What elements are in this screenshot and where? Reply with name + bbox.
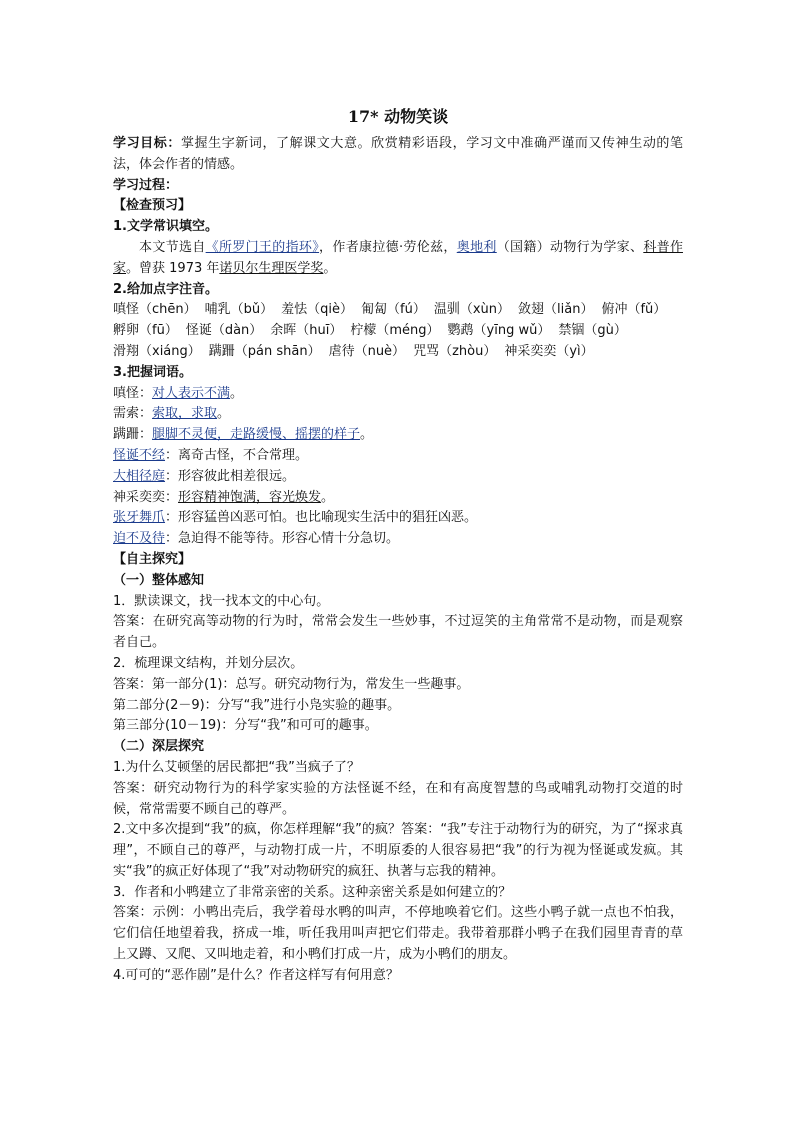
vocab-definition: 离奇古怪，不合常理 — [178, 447, 296, 463]
vocab-separator: ： — [165, 468, 179, 484]
vocab-term: 张牙舞爪 — [113, 510, 166, 526]
pinyin-item: 滑翔（xiáng） — [113, 343, 201, 359]
pinyin-row-2 — [113, 321, 683, 342]
pinyin-item: 敛翅（liǎn） — [518, 302, 594, 318]
pinyin-item: 咒骂（zhòu） — [413, 343, 497, 359]
vocab-end: 。 — [386, 531, 400, 547]
pinyin-item: 神采奕奕（yì） — [504, 343, 594, 359]
vocab-definition: 急迫得不能等待。形容心情十分急切 — [178, 531, 387, 547]
pinyin-item: 余晖（huī） — [270, 323, 343, 339]
pinyin-item: 柠檬（méng） — [350, 323, 440, 339]
pinyin-row-1 — [113, 300, 683, 321]
pinyin-item: 禁锢（gù） — [558, 323, 627, 339]
vocab-separator: ： — [165, 489, 179, 505]
explore-answer-2-part-1: 答案：第一部分(1)：总写。研究动物行为，常发生一些趣事。 — [113, 676, 470, 692]
vocab-item — [113, 404, 683, 425]
vocab-separator: ： — [139, 427, 153, 443]
learning-goal — [113, 134, 683, 176]
pinyin-item: 怪诞（dàn） — [185, 323, 263, 339]
pinyin-item: 嗔怪（chēn） — [113, 302, 197, 318]
answer-book-title: 《所罗门王的指环》 — [205, 239, 320, 255]
vocab-item — [113, 467, 683, 488]
pinyin-item: 羞怯（qiè） — [281, 302, 353, 318]
process-label: 学习过程： — [113, 177, 179, 193]
vocab-end: 。 — [282, 468, 296, 484]
document-page — [113, 104, 683, 987]
text-run: 。 — [323, 260, 337, 276]
vocab-separator: ： — [165, 531, 179, 547]
vocab-definition: 形容彼此相差很远 — [178, 468, 283, 484]
vocab-definition: 索取，求取 — [152, 406, 218, 422]
vocab-end: 。 — [230, 385, 244, 401]
vocab-term: 需索 — [113, 406, 140, 422]
vocab-term: 迫不及待 — [113, 531, 166, 547]
question-1-heading: 1.文学常识填空。 — [113, 219, 218, 235]
vocab-item — [113, 508, 683, 529]
vocab-definition: 腿脚不灵便，走路缓慢、摇摆的样子 — [152, 427, 361, 443]
vocab-item — [113, 384, 683, 405]
vocab-end: 。 — [295, 447, 309, 463]
pinyin-item: 蹒跚（pán shān） — [208, 343, 321, 359]
explore-answer-2-part-3: 第三部分(10－19)：分写“我”和可可的趣事。 — [113, 718, 378, 734]
question-3-heading: 3.把握词语。 — [113, 364, 192, 380]
explore-question-2: 2．梳理课文结构，并划分层次。 — [113, 655, 304, 671]
text-run: 。曾获 1973 年 — [126, 260, 220, 276]
deep-question-1: 1.为什么艾顿堡的居民都把“我”当疯子了？ — [113, 759, 360, 775]
deep-question-3: 3．作者和小鸭建立了非常亲密的关系。这种亲密关系是如何建立的？ — [113, 884, 512, 900]
vocab-item — [113, 529, 683, 550]
vocab-term: 大相径庭 — [113, 468, 166, 484]
explore-answer-2-part-2: 第二部分(2－9)：分写“我”进行小凫实验的趣事。 — [113, 697, 401, 713]
deep-question-2-with-answer: 2.文中多次提到“我”的疯，你怎样理解“我”的疯？答案：“我”专注于动物行为的研究，为了“探求真理”，不顾自己的尊严，与动物打成一片，不明原委的人很容易把“我”的行为视为怪诞或发疯。其实“我”的疯正好体现了“我”对动物研究的疯狂、执著与忘我的精神。 — [113, 822, 683, 879]
pinyin-item: 鹦鹉（yīng wǔ） — [447, 323, 551, 339]
pinyin-item: 温驯（xùn） — [433, 302, 511, 318]
vocab-end: 。 — [464, 510, 478, 526]
literary-knowledge-text — [113, 238, 683, 280]
deep-question-4: 4.可可的“恶作剧”是什么？作者这样写有何用意？ — [113, 967, 399, 983]
answer-nationality: 奥地利 — [456, 239, 497, 255]
deep-answer-1: 答案：研究动物行为的科学家实验的方法怪诞不经，在和有高度智慧的鸟或哺乳动物打交道的时候，常常需要不顾自己的尊严。 — [113, 780, 683, 817]
goal-text: 掌握生字新词，了解课文大意。欣赏精彩语段，学习文中准确严谨而又传神生动的笔法，体会作者的情感。 — [113, 136, 683, 172]
text-run: （国籍）动物行为学家、 — [496, 239, 644, 255]
goal-label: 学习目标： — [113, 136, 181, 151]
answer-profession: 科普作家 — [113, 239, 683, 276]
vocab-term: 神采奕奕 — [113, 489, 166, 505]
vocab-term: 蹒跚 — [113, 427, 140, 443]
section-preview-heading: 【检查预习】 — [113, 198, 192, 214]
pinyin-item: 孵卵（fū） — [113, 323, 178, 339]
question-2-heading: 2.给加点字注音。 — [113, 281, 218, 297]
pinyin-item: 哺乳（bǔ） — [204, 302, 274, 318]
text-run: ，作者康拉德·劳伦兹， — [319, 239, 457, 255]
vocab-end: 。 — [217, 406, 231, 422]
vocab-separator: ： — [165, 447, 179, 463]
vocab-term: 怪诞不经 — [113, 447, 166, 463]
vocab-separator: ： — [139, 406, 153, 422]
pinyin-item: 匍匐（fú） — [361, 302, 426, 318]
page-title: 17* 动物笑谈 — [347, 107, 449, 126]
vocab-definition: 形容猛兽凶恶可怕。也比喻现实生活中的猖狂凶恶 — [178, 510, 465, 526]
vocab-item — [113, 425, 683, 446]
pinyin-item: 俯冲（fǔ） — [601, 302, 667, 318]
vocab-item — [113, 488, 683, 509]
vocab-separator: ： — [139, 385, 153, 401]
subsection-deep-heading: （二）深层探究 — [113, 739, 205, 755]
text-run: 本文节选自 — [139, 239, 206, 255]
vocab-separator: ： — [165, 510, 179, 526]
vocab-definition: 对人表示不满 — [152, 385, 231, 401]
explore-question-1: 1．默读课文，找一找本文的中心句。 — [113, 593, 330, 609]
vocab-definition: 形容精神饱满，容光焕发 — [178, 489, 322, 505]
deep-answer-3: 答案：示例：小鸭出壳后，我学着母水鸭的叫声，不停地唤着它们。这些小鸭子就一点也不怕我，它们信任地望着我，挤成一堆，听任我用叫声把它们带走。我带着那群小鸭子在我们园里青青的草上又蹲、又爬、又叫地走着，和小鸭们打成一片，成为小鸭们的朋友。 — [113, 905, 683, 963]
vocab-term: 嗔怪 — [113, 385, 140, 401]
subsection-overall-heading: （一）整体感知 — [113, 572, 205, 588]
answer-prize: 诺贝尔生理医学奖 — [219, 260, 324, 276]
vocab-end: 。 — [360, 427, 374, 443]
pinyin-item: 虐待（nuè） — [328, 343, 406, 359]
vocab-item — [113, 446, 683, 467]
vocab-end: 。 — [321, 489, 335, 505]
section-explore-heading: 【自主探究】 — [113, 551, 192, 567]
explore-answer-1: 答案：在研究高等动物的行为时，常常会发生一些妙事，不过逗笑的主角常常不是动物，而是观察者自己。 — [113, 614, 683, 651]
pinyin-row-3 — [113, 342, 683, 363]
